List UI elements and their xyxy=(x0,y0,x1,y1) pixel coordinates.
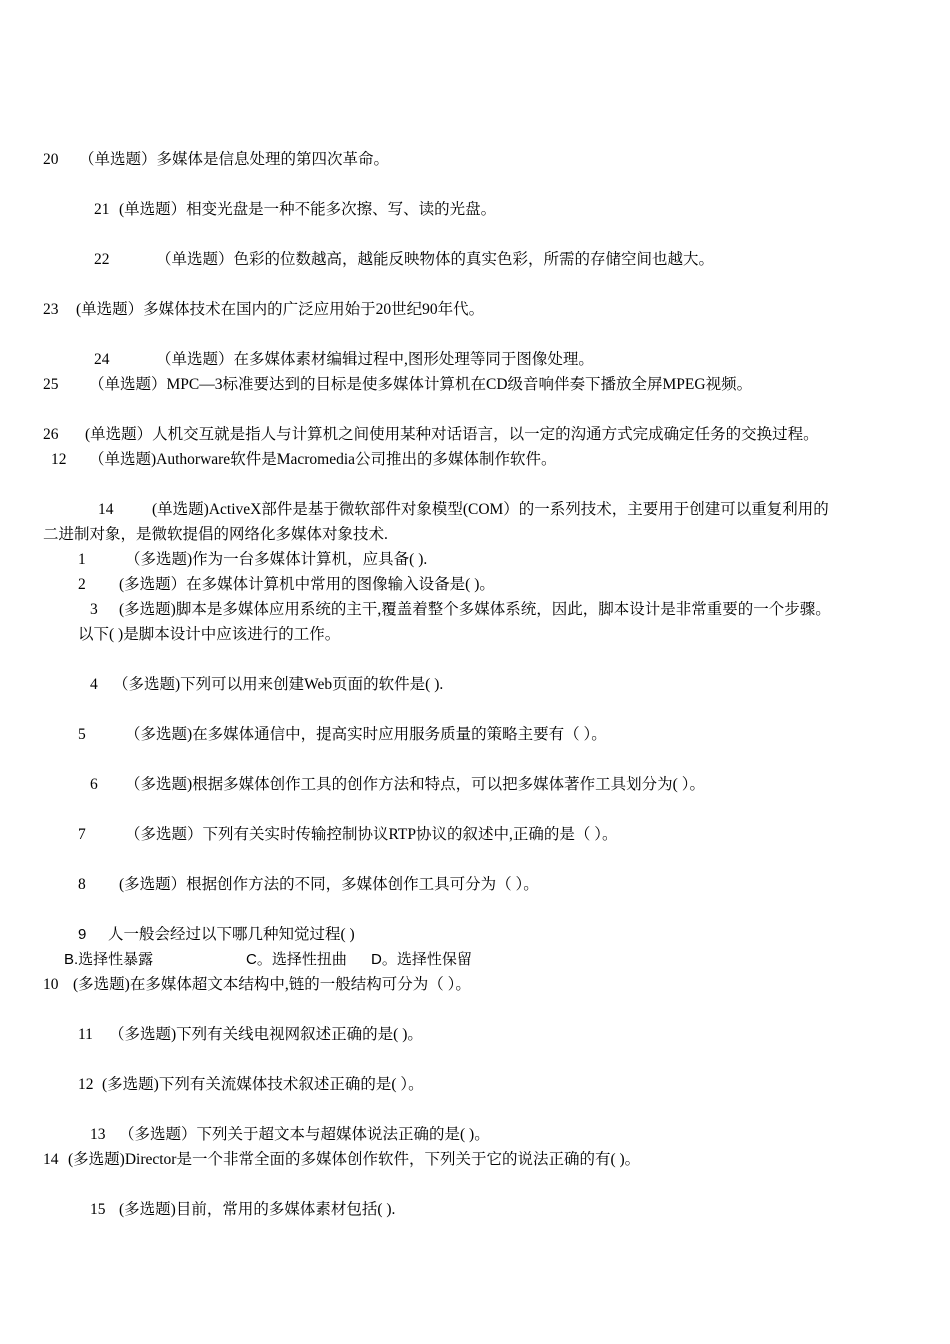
question-number: 14 xyxy=(43,1151,59,1168)
question-m14 xyxy=(43,1150,640,1170)
question-text: (多选题)下列有关流媒体技术叙述正确的是( ）。 xyxy=(102,1076,424,1093)
question-text: (多选题）根据创作方法的不同，多媒体创作工具可分为（ ）。 xyxy=(119,876,539,893)
question-text: (单选题)ActiveX部件是基于微软部件对象模型(COM）的一系列技术，主要用于创建可以重复利用的 xyxy=(152,501,829,518)
question-number: 13 xyxy=(90,1126,106,1143)
question-number: 25 xyxy=(43,376,59,393)
question-text: （单选题）在多媒体素材编辑过程中,图形处理等同于图像处理。 xyxy=(156,351,594,368)
question-number: 15 xyxy=(90,1201,106,1218)
question-m10 xyxy=(43,975,471,995)
question-number: 24 xyxy=(94,351,110,368)
question-m9-options xyxy=(64,950,472,970)
question-text: (多选题)在多媒体超文本结构中,链的一般结构可分为（ ）。 xyxy=(73,976,471,993)
question-number: 6 xyxy=(90,776,98,793)
question-m6 xyxy=(90,775,705,795)
question-m9 xyxy=(78,925,355,945)
question-number: 10 xyxy=(43,976,59,993)
question-m1 xyxy=(78,550,427,570)
question-text: (多选题)Director是一个非常全面的多媒体创作软件，下列关于它的说法正确的有( )。 xyxy=(68,1151,641,1168)
question-text: （多选题)作为一台多媒体计算机，应具备( ). xyxy=(125,551,428,568)
question-text: （多选题）下列关于超文本与超媒体说法正确的是( )。 xyxy=(119,1126,490,1143)
question-text: 人一般会经过以下哪几种知觉过程( ) xyxy=(108,926,355,943)
question-number: 14 xyxy=(98,501,114,518)
question-text: （单选题）色彩的位数越高，越能反映物体的真实色彩，所需的存储空间也越大。 xyxy=(156,251,715,268)
question-number: 20 xyxy=(43,151,59,168)
question-text: （多选题）下列有关实时传输控制协议RTP协议的叙述中,正确的是（ ）。 xyxy=(125,826,618,843)
question-text: (多选题)目前，常用的多媒体素材包括( ). xyxy=(119,1201,396,1218)
question-text: （多选题)下列有关线电视网叙述正确的是( )。 xyxy=(109,1026,423,1043)
question-21 xyxy=(94,200,496,220)
question-number: 23 xyxy=(43,301,59,318)
question-text: (单选题）相变光盘是一种不能多次擦、写、读的光盘。 xyxy=(119,201,497,218)
question-text: （单选题)Authorware软件是Macromedia公司推出的多媒体制作软件。 xyxy=(89,451,557,468)
question-text: (单选题）多媒体技术在国内的广泛应用始于20世纪90年代。 xyxy=(76,301,485,318)
question-text: (多选题)脚本是多媒体应用系统的主干,覆盖着整个多媒体系统，因此，脚本设计是非常重要的一个步骤。 xyxy=(119,601,831,618)
question-m15 xyxy=(90,1200,395,1220)
question-22 xyxy=(94,250,714,270)
question-14-single-continuation xyxy=(43,525,388,545)
question-m4 xyxy=(90,675,443,695)
question-number: 3 xyxy=(90,601,98,618)
question-m11 xyxy=(78,1025,423,1045)
question-number: 1 xyxy=(78,551,86,568)
question-text: (单选题）人机交互就是指人与计算机之间使用某种对话语言，以一定的沟通方式完成确定任务的交换过程。 xyxy=(85,426,819,443)
option-d: D。选择性保留 xyxy=(371,951,472,968)
question-m13 xyxy=(90,1125,490,1145)
question-number: 22 xyxy=(94,251,110,268)
question-text: （多选题)下列可以用来创建Web页面的软件是( ). xyxy=(113,676,444,693)
question-14-single xyxy=(98,500,829,520)
question-m7 xyxy=(78,825,618,845)
question-text-continuation: 以下( )是脚本设计中应该进行的工作。 xyxy=(78,626,341,643)
question-text: （单选题）MPC—3标准要达到的目标是使多媒体计算机在CD级音响伴奏下播放全屏MPEG视频。 xyxy=(89,376,753,393)
question-text-continuation: 二进制对象，是微软提倡的网络化多媒体对象技术. xyxy=(43,526,388,543)
question-number: 12 xyxy=(78,1076,94,1093)
question-text: （单选题）多媒体是信息处理的第四次革命。 xyxy=(79,151,390,168)
question-25 xyxy=(43,375,752,395)
question-24 xyxy=(94,350,594,370)
question-m3 xyxy=(90,600,831,620)
question-number: 2 xyxy=(78,576,86,593)
question-text: （多选题)根据多媒体创作工具的创作方法和特点，可以把多媒体著作工具划分为( ）。 xyxy=(125,776,705,793)
question-number: 11 xyxy=(78,1026,93,1043)
question-26 xyxy=(43,425,819,445)
question-m3-continuation xyxy=(78,625,340,645)
question-number: 8 xyxy=(78,876,86,893)
question-number: 9 xyxy=(78,926,87,943)
question-number: 5 xyxy=(78,726,86,743)
question-m12 xyxy=(78,1075,424,1095)
question-text: （多选题)在多媒体通信中，提高实时应用服务质量的策略主要有（ ）。 xyxy=(125,726,607,743)
question-number: 4 xyxy=(90,676,98,693)
question-12-single xyxy=(51,450,557,470)
question-number: 12 xyxy=(51,451,67,468)
question-m8 xyxy=(78,875,539,895)
question-m5 xyxy=(78,725,607,745)
question-20 xyxy=(43,150,389,170)
question-number: 21 xyxy=(94,201,110,218)
question-number: 26 xyxy=(43,426,59,443)
question-text: (多选题）在多媒体计算机中常用的图像输入设备是( )。 xyxy=(119,576,495,593)
question-number: 7 xyxy=(78,826,86,843)
question-23 xyxy=(43,300,484,320)
option-b: B.选择性暴露 xyxy=(64,951,154,968)
option-c: C。选择性扭曲 xyxy=(246,951,347,968)
question-m2 xyxy=(78,575,495,595)
